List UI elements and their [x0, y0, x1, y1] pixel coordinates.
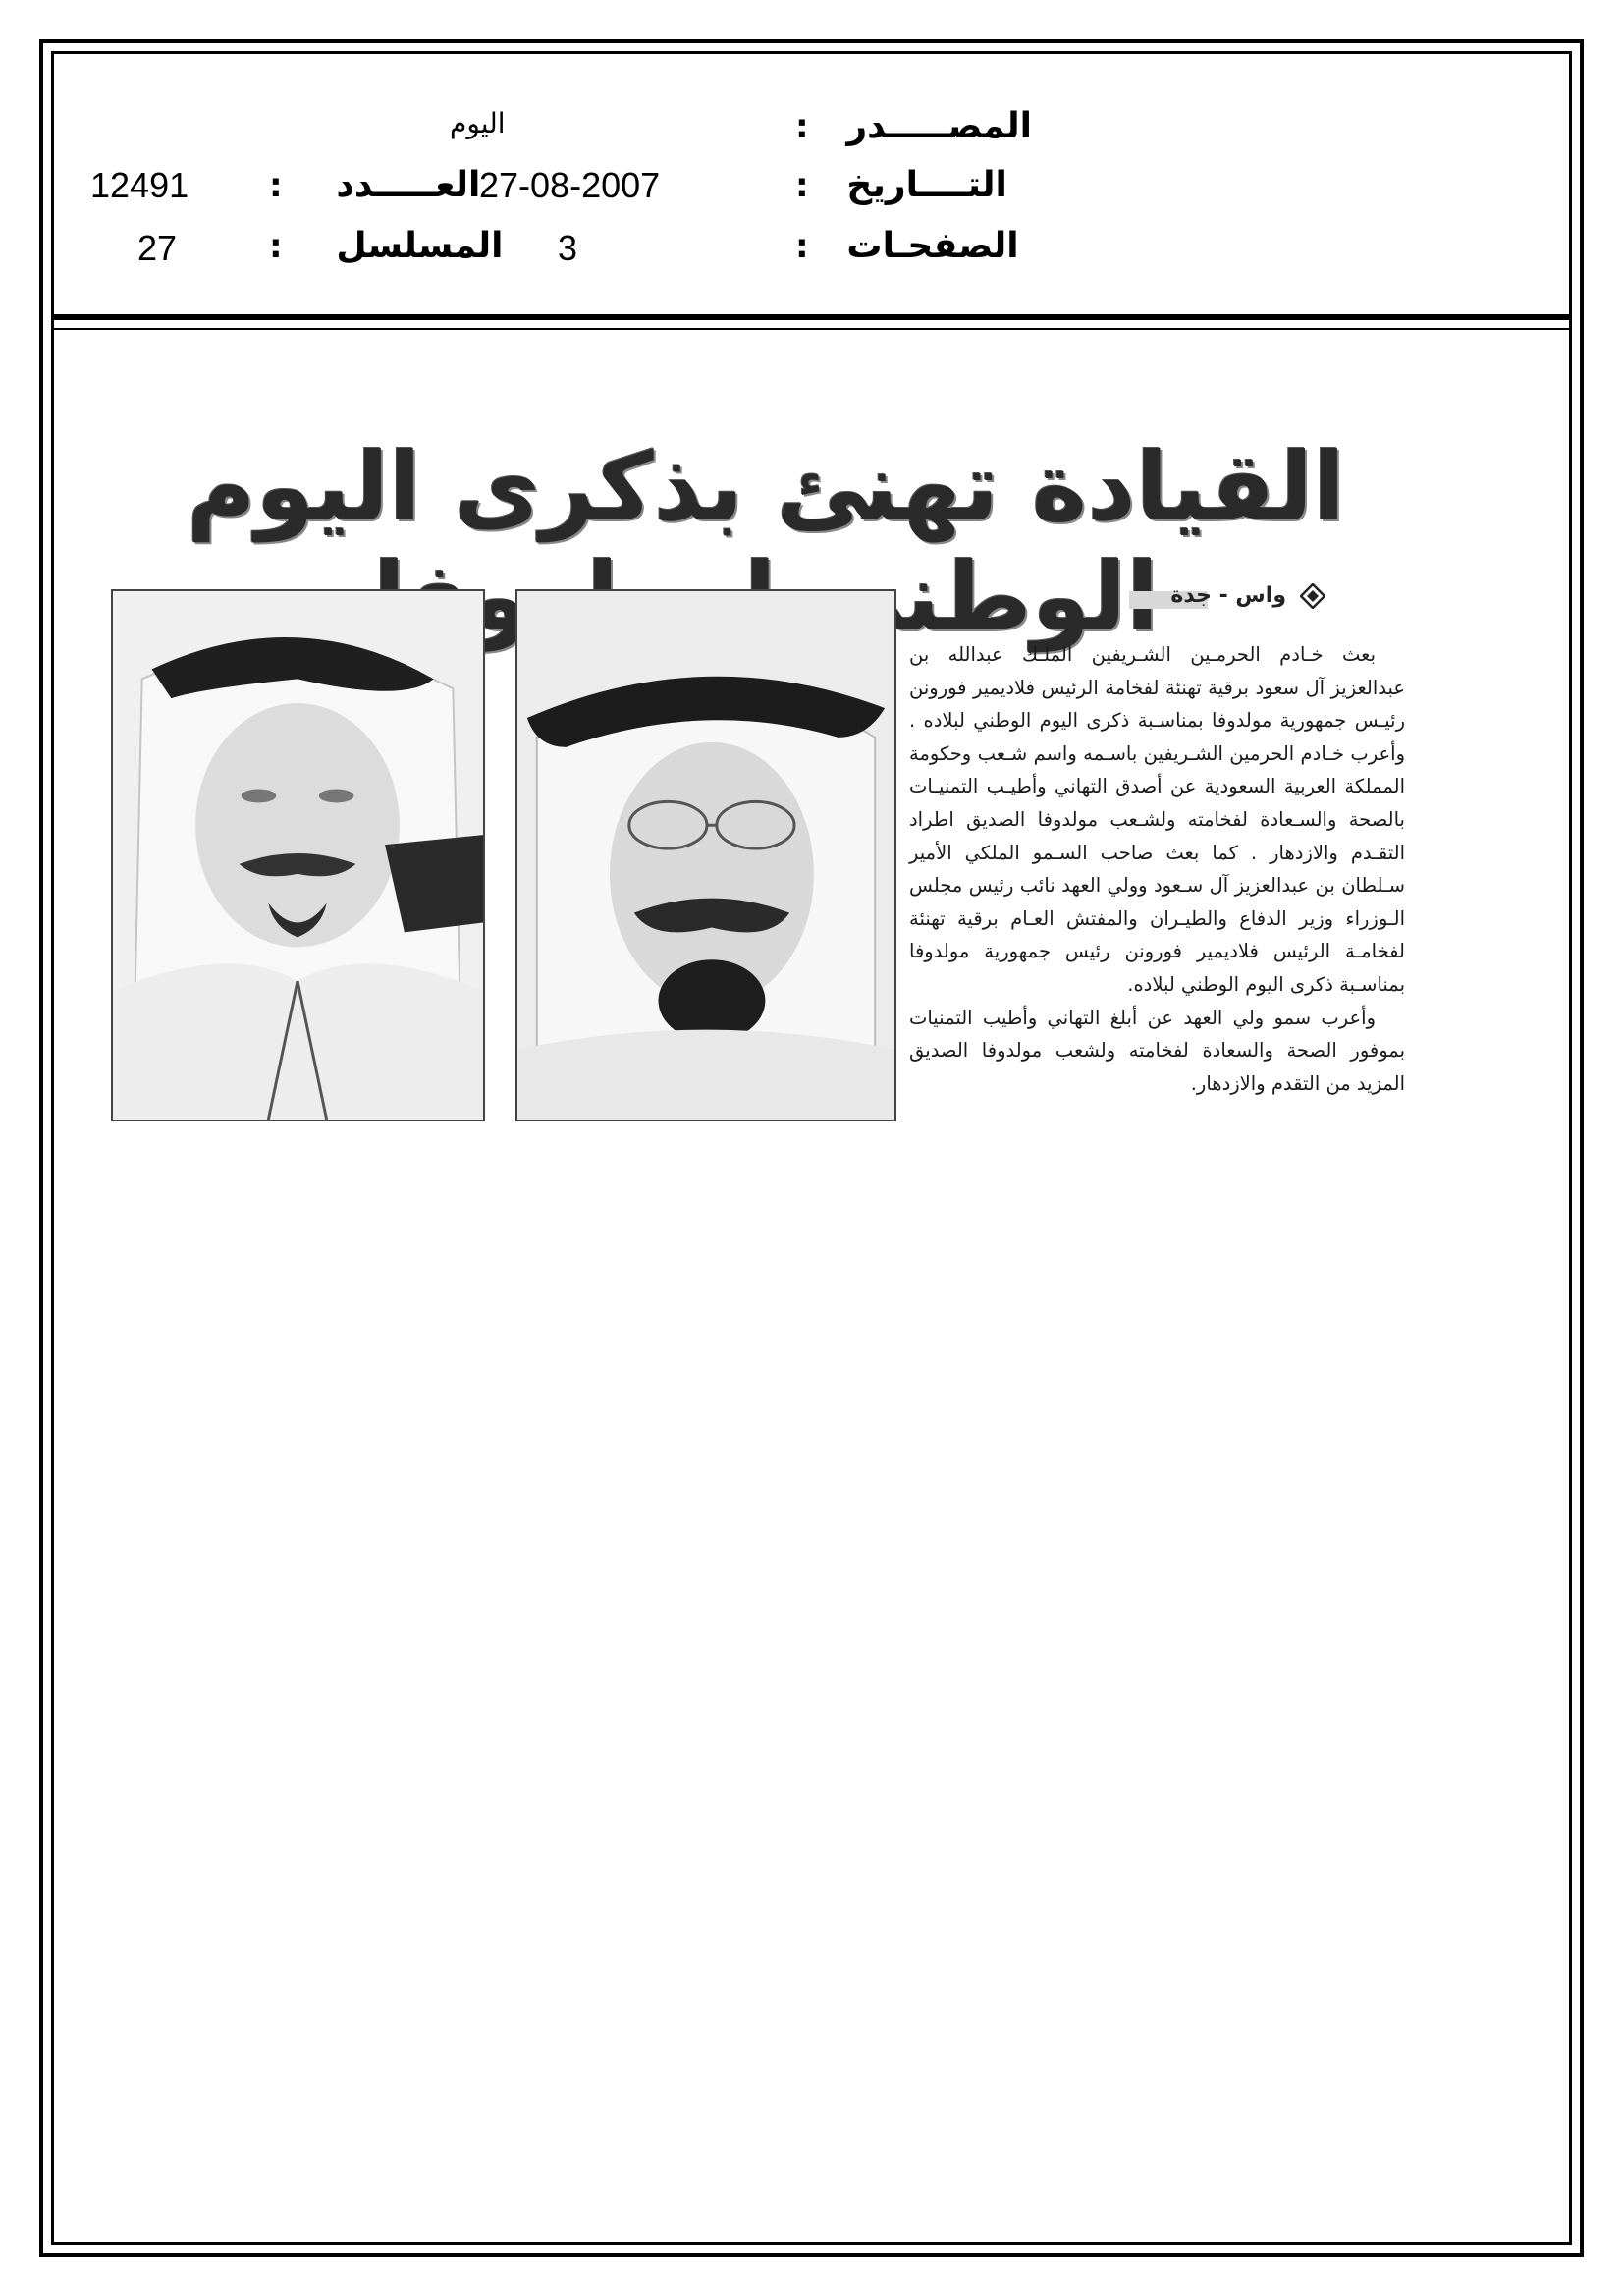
portrait-photo-left — [111, 589, 485, 1121]
issue-label: العـــــدد — [336, 165, 481, 205]
date-label: التــــاريخ — [846, 165, 1007, 205]
portrait-photo-right — [515, 589, 896, 1121]
portrait-photo-icon — [517, 591, 894, 1120]
article-headline: القيادة تهنئ بذكرى اليوم الوطني — [187, 432, 1345, 652]
source-row — [795, 106, 1032, 146]
article-paragraph-1: بعث خـادم الحرمـين الشـريفين الملـك عبدالله بن عبدالعزيز آل سعود برقية تهنئة لفخامة الرئيس فلاديمير فورونن رئيـس جمهورية مولدوفا بمناسـبة ذكرى اليوم الوطني لبلاده . وأعرب خـادم الحرمين الشـريفين باسـمه واسم شـعب وحكومة المملكة العربية السعودية عن أصدق التهاني وأطيـب التمنيـات بالصحة والسـعادة لفخامته ولشـعب مولدوفا الصديق اطراد التقـدم والازدهار . كما بعث صاحب السـمو الملكي الأمير سـلطان بن عبدالعزيز آل سـعود وولي العهد نائب رئيس مجلس الـوزراء وزير الدفاع والطيـران والمفتش العـام برقية تهنئة لفخامـة الرئيس فلاديمير فورونن رئيس جمهورية مولدوفا بمناسـبة ذكرى اليوم الوطني لبلاده. — [909, 643, 1405, 996]
serial-colon: : — [269, 227, 283, 266]
serial-row — [269, 226, 504, 266]
date-colon: : — [795, 166, 809, 205]
serial-value-wrap — [137, 228, 177, 269]
issue-row — [269, 165, 480, 205]
article-body — [909, 638, 1405, 1100]
header-divider-thin — [51, 328, 1572, 330]
diamond-bullet-icon — [1300, 583, 1325, 609]
pages-row — [795, 226, 1019, 266]
article-paragraph-2: وأعرب سمو ولي العهد عن أبلغ التهاني وأطيب التمنيات بموفور الصحة والسعادة لفخامته ولشعب مولدوفا الصديق المزيد من التقدم والازدهار. — [909, 1006, 1405, 1095]
date-row — [795, 165, 1007, 205]
header-divider — [51, 314, 1572, 320]
pages-colon: : — [795, 227, 809, 266]
source-value-wrap — [450, 102, 506, 141]
inner-frame — [51, 51, 1572, 2245]
serial-label: المسلسل — [336, 226, 504, 266]
issue-colon: : — [269, 166, 283, 205]
portrait-photo-icon — [113, 591, 483, 1120]
byline-text: واس - جدة — [1170, 583, 1286, 608]
source-colon: : — [795, 107, 809, 146]
byline — [1129, 581, 1345, 617]
issue-value: 12491 — [90, 165, 189, 205]
source-label: المصـــــدر — [846, 106, 1032, 146]
source-value: اليوم — [450, 107, 506, 139]
date-value-wrap — [479, 165, 660, 206]
date-value: 27-08-2007 — [479, 165, 661, 205]
serial-value: 27 — [137, 228, 178, 268]
pages-label: الصفحـات — [846, 226, 1019, 266]
pages-value-wrap — [558, 228, 577, 269]
issue-value-wrap — [90, 165, 189, 206]
pages-value: 3 — [558, 228, 578, 268]
